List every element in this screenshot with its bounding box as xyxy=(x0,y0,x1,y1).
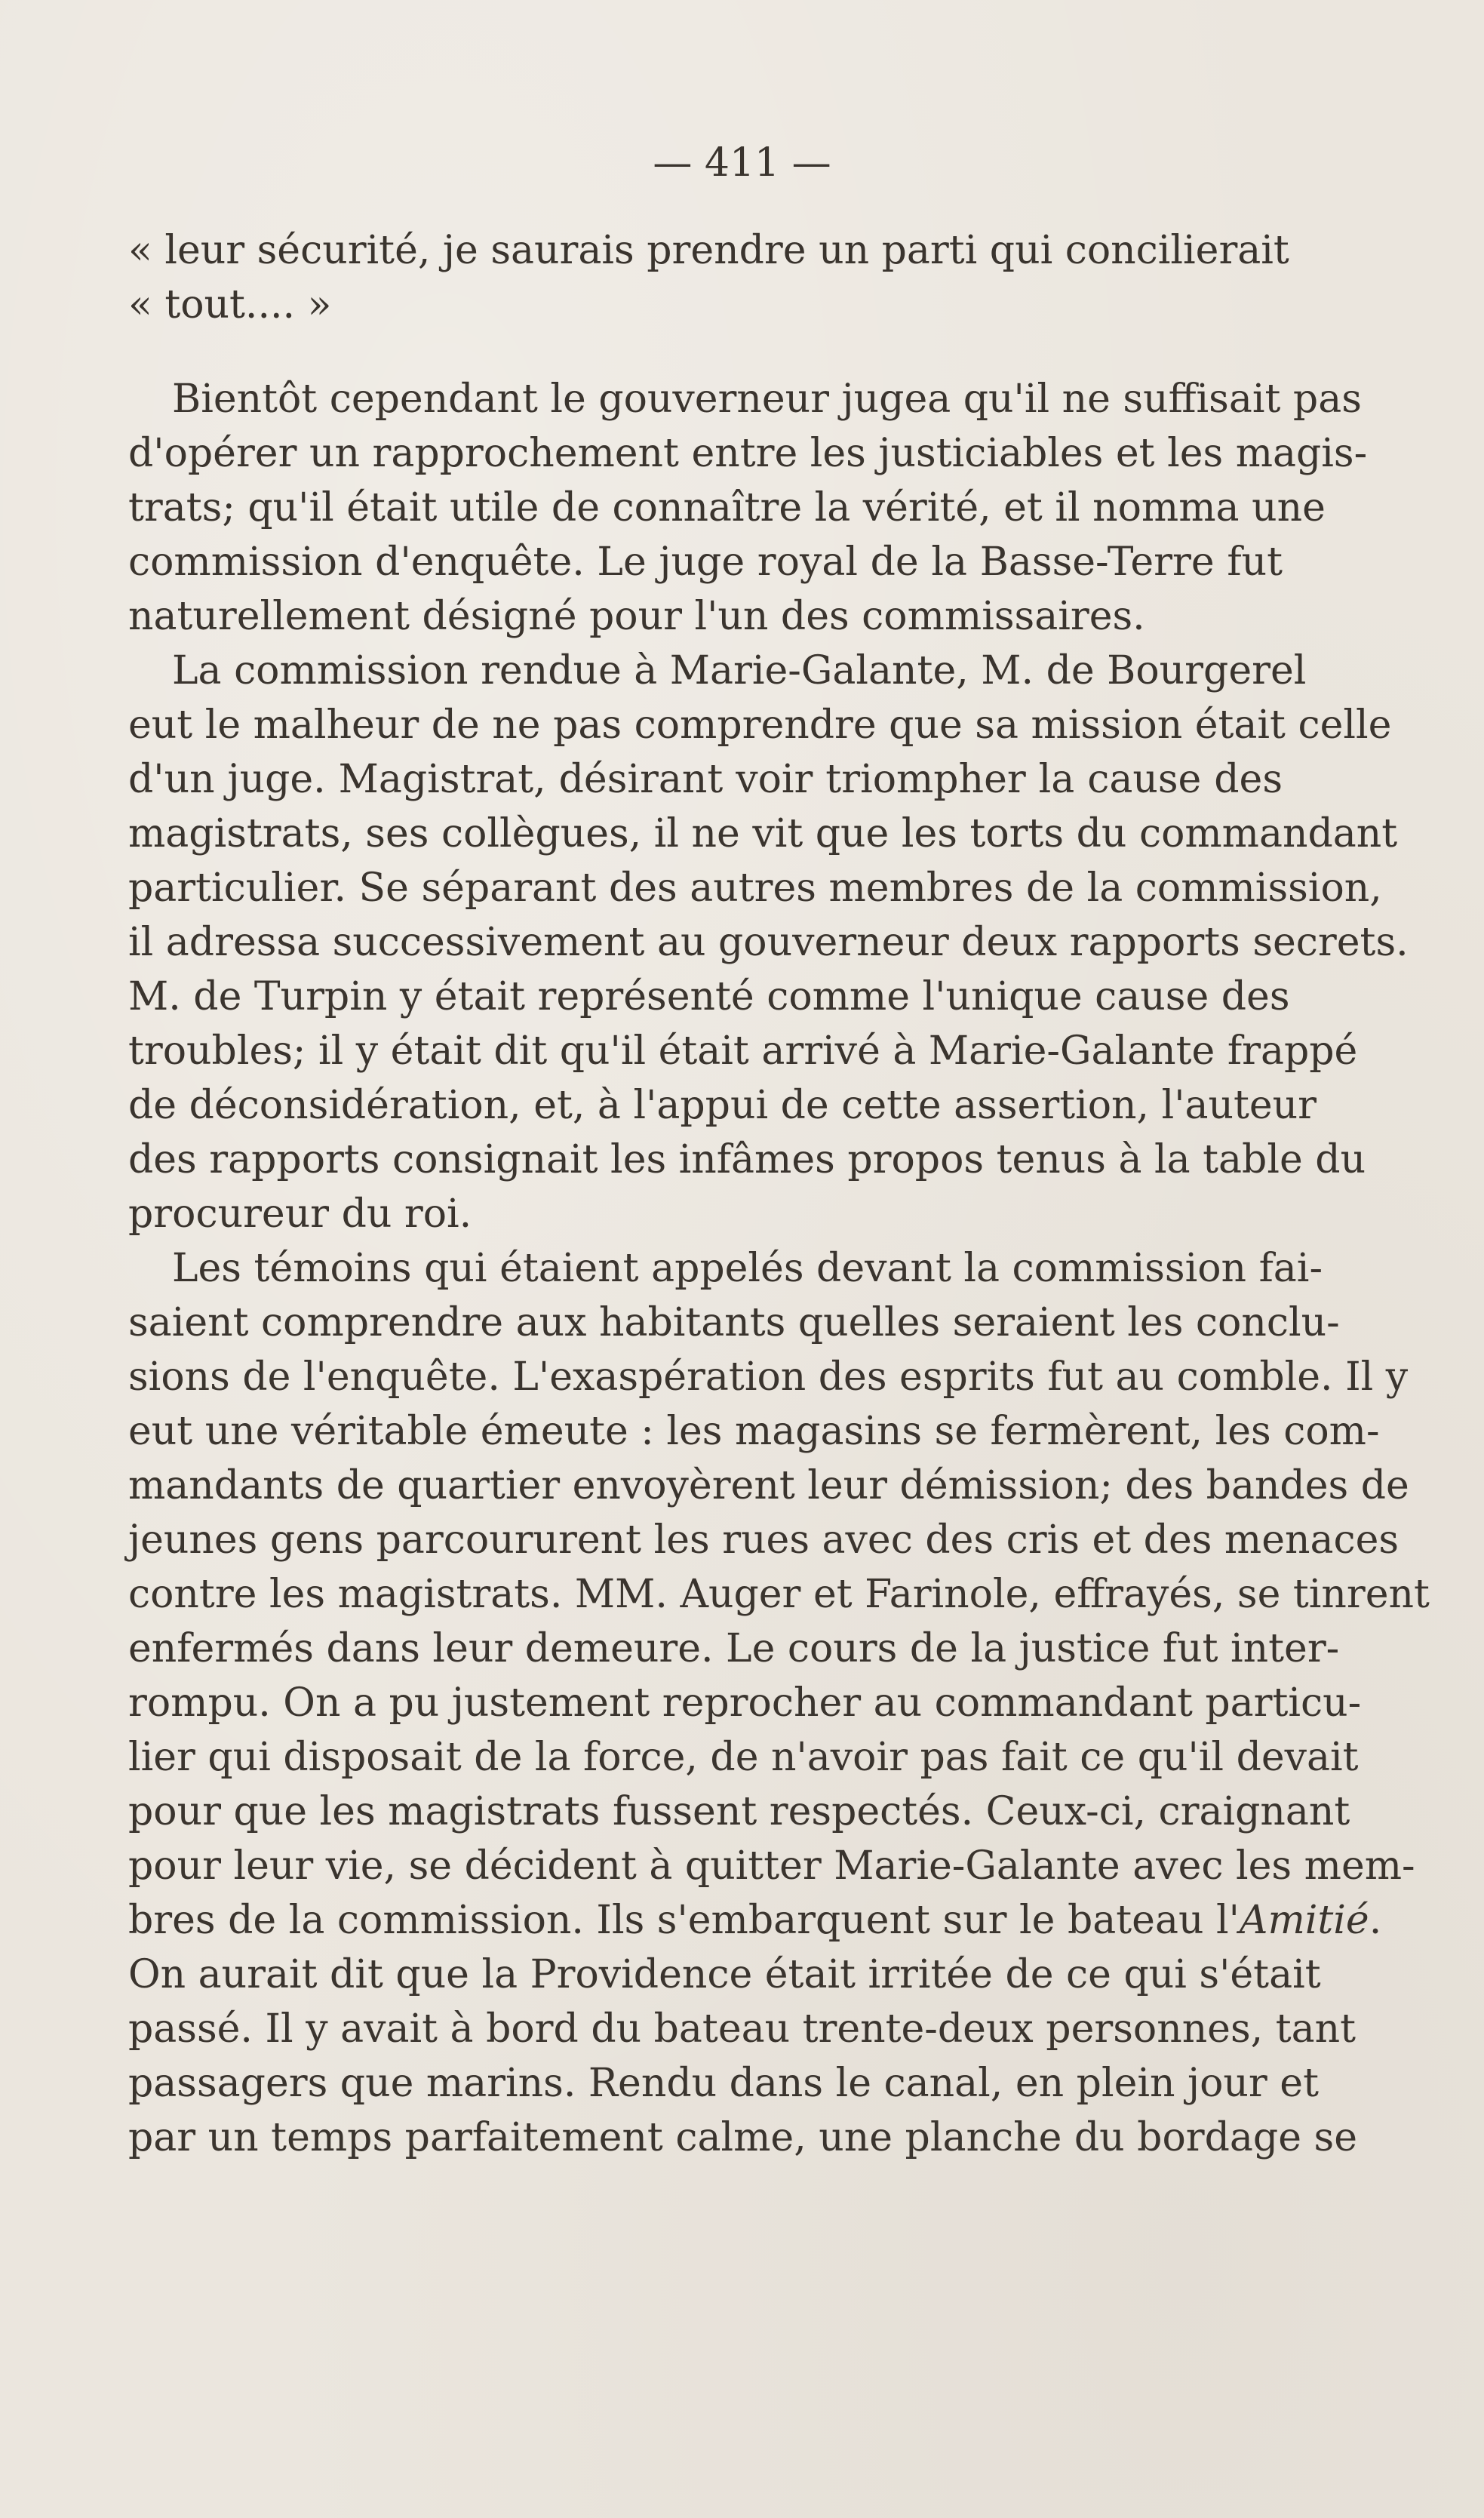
paragraph-line: sions de l'enquête. L'exaspération des esprits fut au comble. Il y xyxy=(128,1354,1409,1400)
paragraph-line: procureur du roi. xyxy=(128,1191,472,1237)
quote-line: « tout.... » xyxy=(128,282,332,327)
paragraph-gap xyxy=(128,332,1283,372)
paragraph-line: saient comprendre aux habitants quelles seraient les conclu- xyxy=(128,1300,1340,1345)
paragraph-line: par un temps parfaitement calme, une planche du bordage se xyxy=(128,2115,1357,2160)
paragraph-line: commission d'enquête. Le juge royal de la Basse-Terre fut xyxy=(128,540,1283,585)
quote-line: « leur sécurité, je saurais prendre un parti qui concilierait xyxy=(128,228,1289,273)
line-text-before: bres de la commission. Ils s'embarquent sur le bateau l' xyxy=(128,1898,1240,1943)
paragraph-line: Bientôt cependant le gouverneur jugea qu'il ne suffisait pas xyxy=(172,377,1362,422)
paragraph-line: particulier. Se séparant des autres membres de la commission, xyxy=(128,865,1382,911)
line-text-after: . xyxy=(1369,1898,1382,1943)
paragraph-line: passagers que marins. Rendu dans le canal, en plein jour et xyxy=(128,2061,1319,2106)
paragraph-line: il adressa successivement au gouverneur deux rapports secrets. xyxy=(128,920,1409,965)
paragraph-line: d'un juge. Magistrat, désirant voir triompher la cause des xyxy=(128,757,1283,802)
paragraph-line: jeunes gens parcoururent les rues avec des cris et des menaces xyxy=(128,1517,1400,1563)
paragraph-line: rompu. On a pu justement reprocher au commandant particu- xyxy=(128,1680,1362,1726)
paragraph-line: eut une véritable émeute : les magasins se fermèrent, les com- xyxy=(128,1409,1380,1454)
paragraph-line: mandants de quartier envoyèrent leur démission; des bandes de xyxy=(128,1463,1409,1508)
paragraph-line: contre les magistrats. MM. Auger et Farinole, effrayés, se tinrent xyxy=(128,1572,1430,1617)
paragraph-line: passé. Il y avait à bord du bateau trente-deux personnes, tant xyxy=(128,2006,1356,2052)
paragraph-line: trats; qu'il était utile de connaître la vérité, et il nomma une xyxy=(128,485,1326,530)
paragraph-line: eut le malheur de ne pas comprendre que sa mission était celle xyxy=(128,703,1392,748)
paragraph-line: des rapports consignait les infâmes propos tenus à la table du xyxy=(128,1137,1366,1182)
paragraph-line: M. de Turpin y était représenté comme l'unique cause des xyxy=(128,974,1290,1019)
paragraph-line: La commission rendue à Marie-Galante, M. de Bourgerel xyxy=(172,648,1307,693)
paragraph-line: troubles; il y était dit qu'il était arrivé à Marie-Galante frappé xyxy=(128,1028,1358,1074)
paragraph-line: magistrats, ses collègues, il ne vit que les torts du commandant xyxy=(128,811,1398,856)
paragraph-line: d'opérer un rapprochement entre les justiciables et les magis- xyxy=(128,431,1368,476)
paragraph-line: pour que les magistrats fussent respectés. Ceux-ci, craignant xyxy=(128,1789,1350,1834)
paragraph-line: pour leur vie, se décident à quitter Marie-Galante avec les mem- xyxy=(128,1843,1415,1889)
paragraph-line: naturellement désigné pour l'un des commissaires. xyxy=(128,594,1145,639)
paragraph-line: de déconsidération, et, à l'appui de cette assertion, l'auteur xyxy=(128,1083,1317,1128)
paragraph-line-with-italic xyxy=(128,1893,1382,1948)
ship-name: Amitié xyxy=(1239,1898,1369,1943)
paragraph-line: lier qui disposait de la force, de n'avoir pas fait ce qu'il devait xyxy=(128,1735,1359,1780)
paragraph-line: On aurait dit que la Providence était irritée de ce qui s'était xyxy=(128,1952,1321,1997)
page-number: — 411 — xyxy=(653,140,831,186)
body-text xyxy=(128,223,1430,2165)
paragraph-line: Les témoins qui étaient appelés devant la commission fai- xyxy=(172,1246,1323,1291)
paragraph-line: enfermés dans leur demeure. Le cours de la justice fut inter- xyxy=(128,1626,1340,1671)
